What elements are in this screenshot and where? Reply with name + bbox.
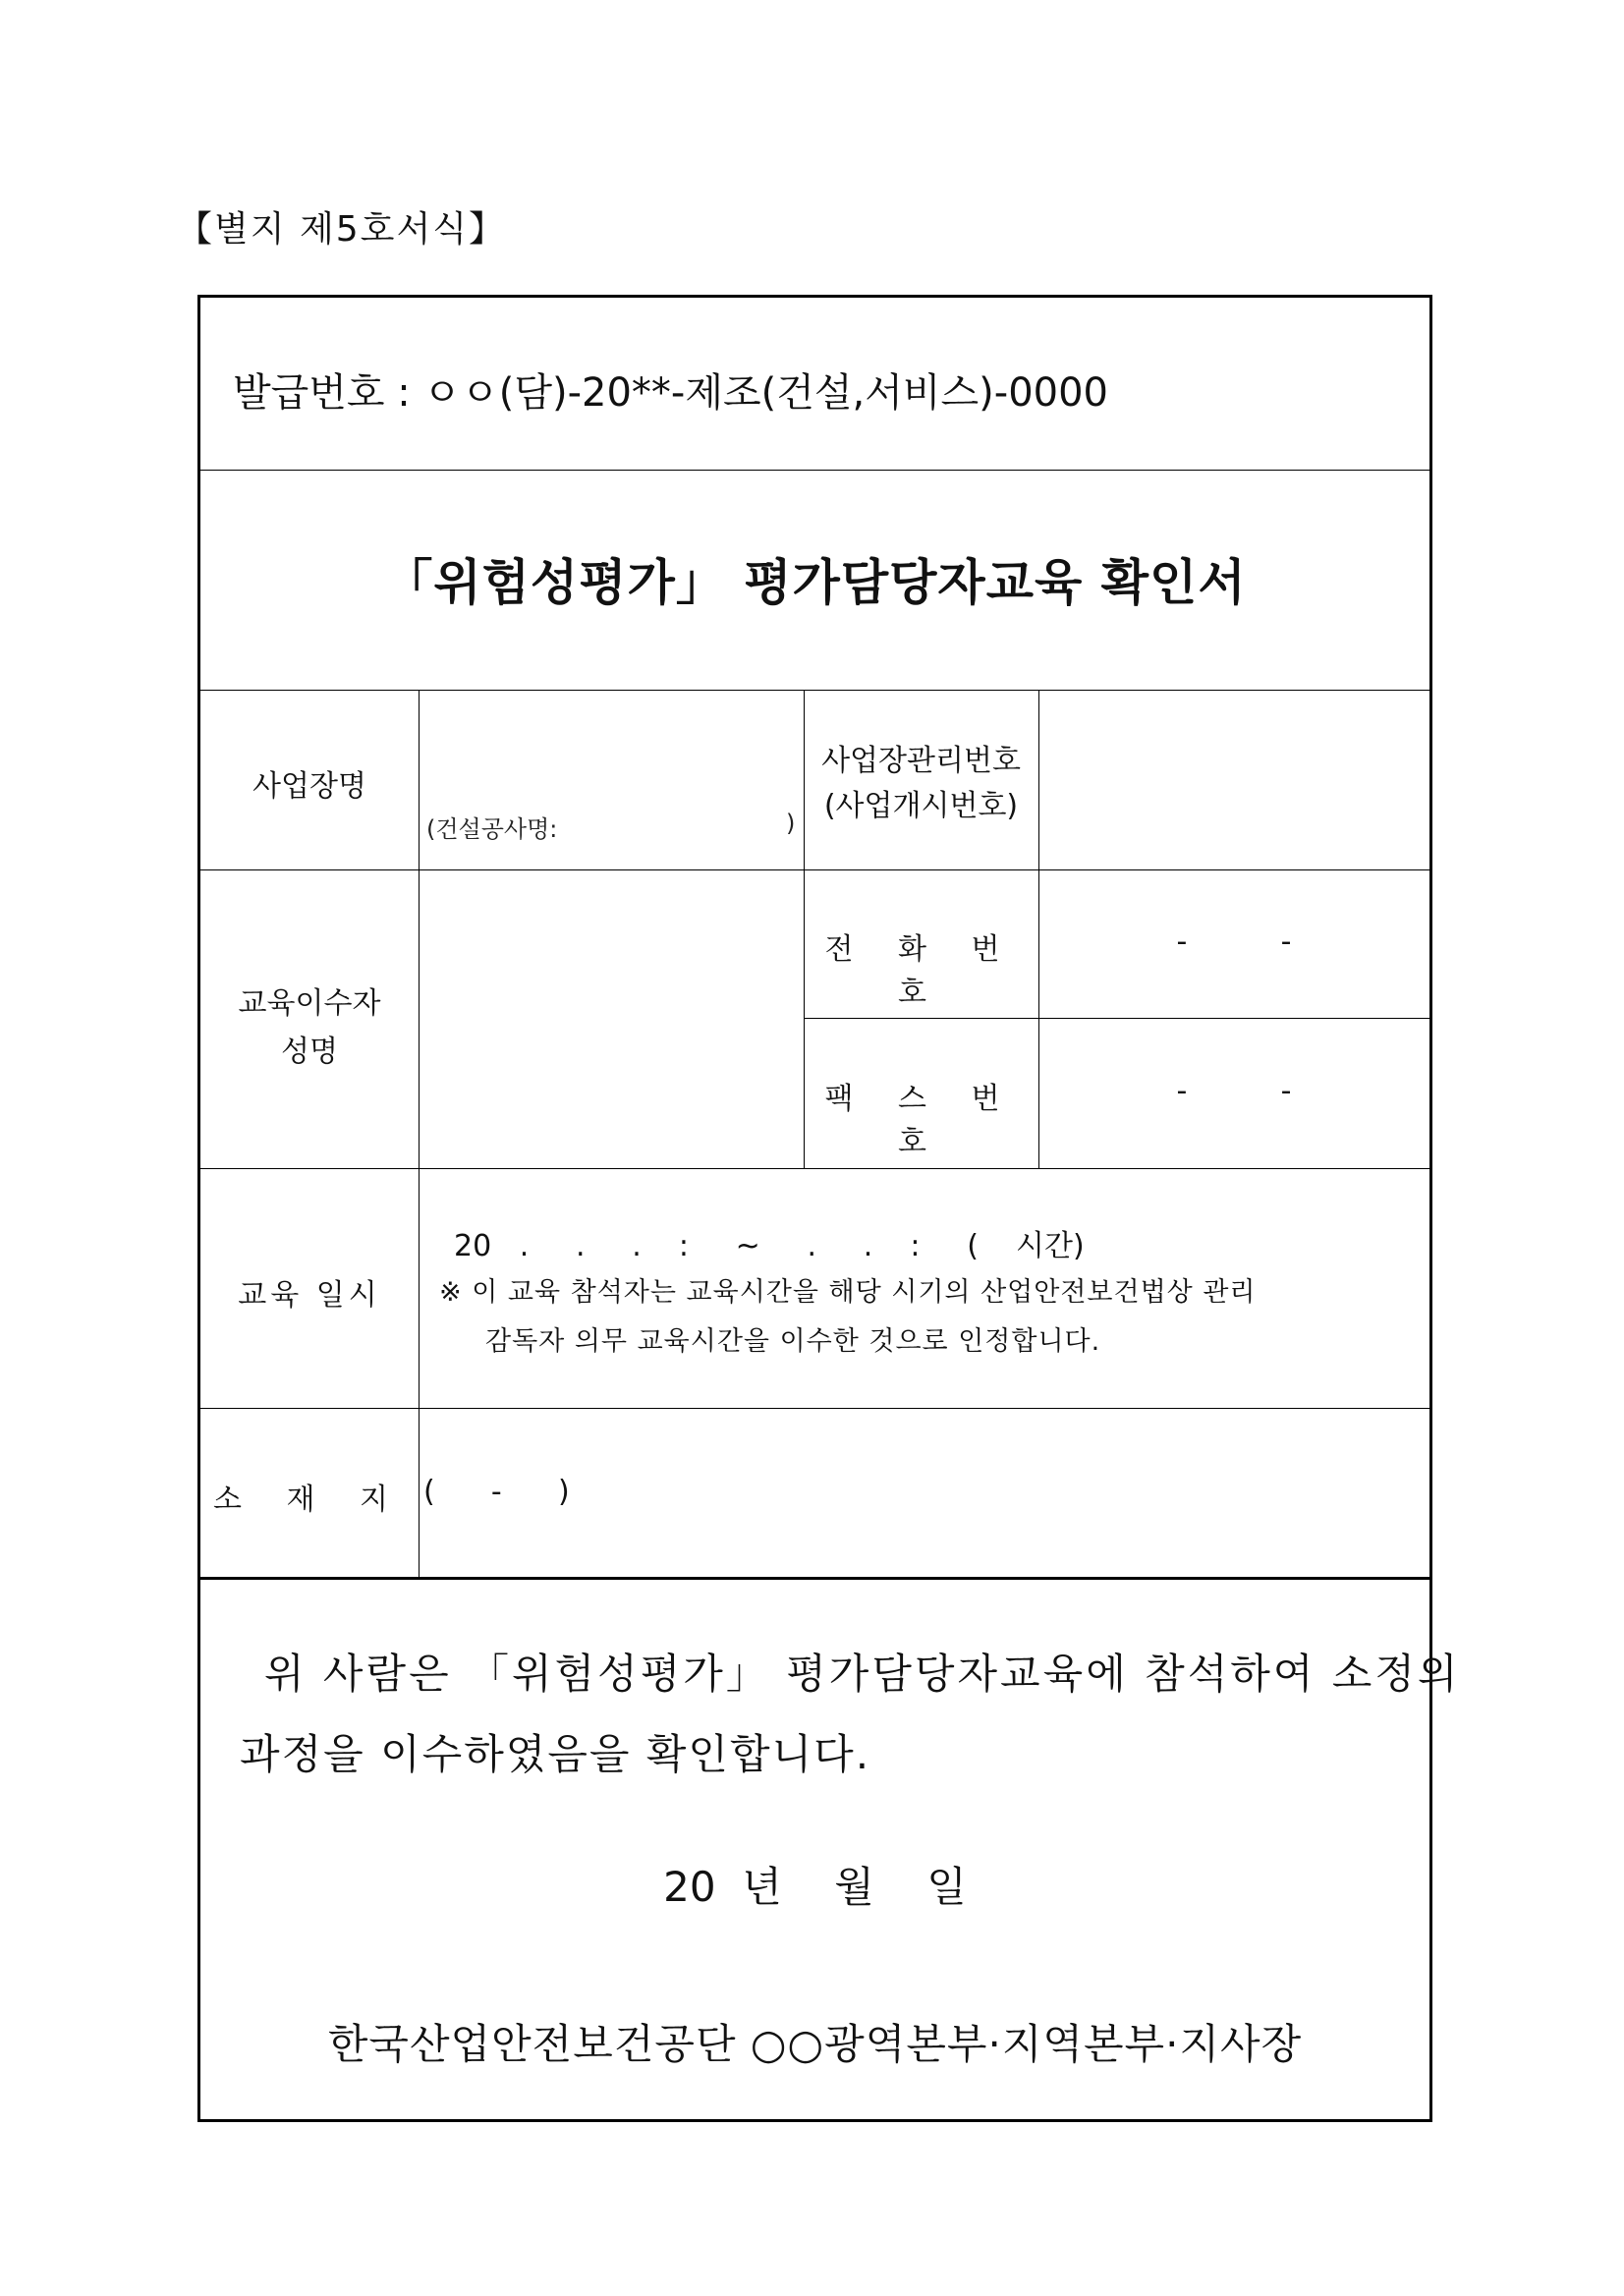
fax-label: 팩 스 번 호 (824, 1082, 1018, 1159)
trainee-name-field[interactable] (419, 869, 804, 1168)
issue-date-line: 20 년 월 일 (663, 1863, 967, 1911)
divider (200, 470, 1429, 471)
statement-line-2: 과정을 이수하였음을 확인합니다. (240, 1730, 871, 1778)
construction-name-close: ) (786, 810, 796, 837)
row-divider (200, 1408, 1429, 1409)
document-title: 「위험성평가」 평가담당자교육 확인서 (383, 554, 1247, 611)
training-datetime-label: 교육 일시 (238, 1278, 381, 1313)
row-divider (804, 1018, 1429, 1019)
recognition-note-line-1: ※ 이 교육 참석자는 교육시간을 해당 시기의 산업안전보건법상 관리 (439, 1277, 1257, 1308)
workplace-mgmt-no-label-1: 사업장관리번호 (821, 744, 1021, 778)
form-number-label: 【별지 제5호서식】 (177, 209, 507, 250)
training-datetime-field[interactable]: 20 . . . : ~ . . : ( 시간) (454, 1229, 1085, 1263)
workplace-name-field[interactable] (419, 690, 804, 869)
issuer-name: 한국산업안전보건공단 ○○광역본부·지역본부·지사장 (327, 2020, 1303, 2068)
row-divider (200, 869, 1429, 870)
phone-label: 전 화 번 호 (824, 932, 1018, 1010)
workplace-mgmt-no-label-2: (사업개시번호) (823, 789, 1019, 823)
certificate-frame (197, 295, 1461, 2122)
phone-field[interactable]: - - (1176, 924, 1292, 959)
trainee-label-1: 교육이수자 (238, 986, 381, 1021)
trainee-label-2: 성명 (281, 1035, 338, 1069)
construction-name-hint: (건설공사명: (426, 815, 558, 843)
statement-line-1: 위 사람은 「위험성평가」 평가담당자교육에 참석하여 소정의 (264, 1650, 1461, 1698)
workplace-mgmt-no-field[interactable] (1038, 690, 1429, 869)
row-divider (200, 1168, 1429, 1169)
issue-number: 발급번호 : ㅇㅇ(담)-20**-제조(건설,서비스)-0000 (233, 370, 1108, 416)
address-field[interactable]: ( - ) (423, 1475, 570, 1509)
address-label: 소 재 지 (212, 1483, 406, 1517)
recognition-note-line-2: 감독자 의무 교육시간을 이수한 것으로 인정합니다. (485, 1326, 1101, 1357)
workplace-name-label: 사업장명 (252, 769, 366, 804)
section-divider (200, 1577, 1429, 1580)
fax-field[interactable]: - - (1176, 1074, 1292, 1108)
